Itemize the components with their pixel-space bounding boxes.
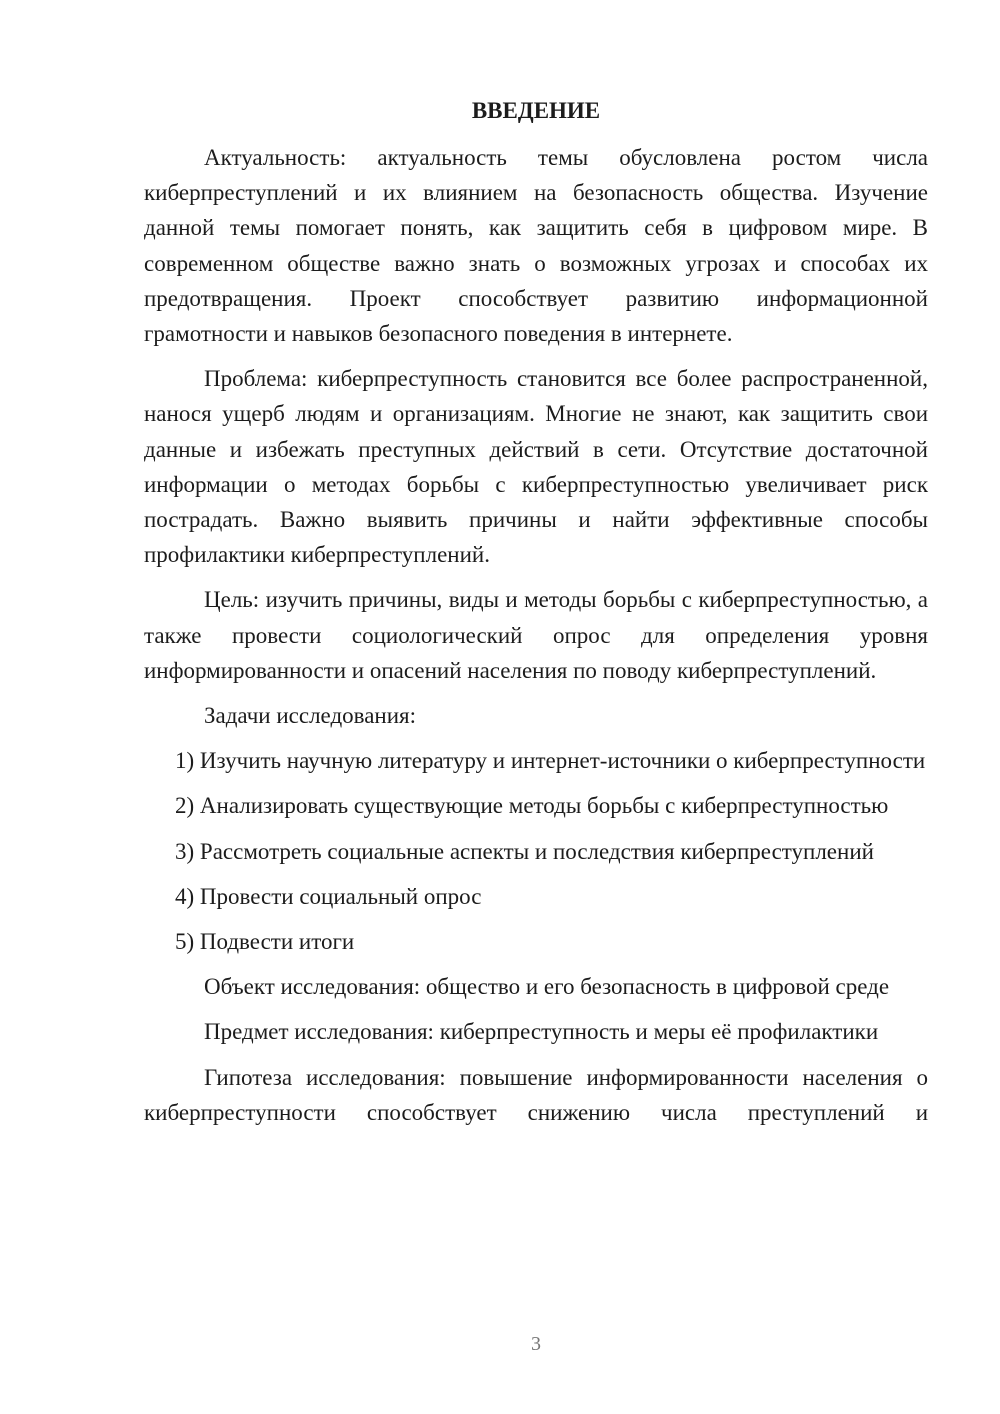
tasks-title: Задачи исследования:	[204, 703, 417, 729]
task-item-5: 5) Подвести итоги	[175, 929, 355, 955]
problem-paragraph: Проблема: киберпреступность становится все более распространенной, нанося ущерб людям и организациям. Многие не знают, как защитить свои данные и избежать преступных действий в сети. Отсутствие достаточной информации о методах борьбы с киберпреступностью увеличивает риск пострадать. Важно выявить причины и найти эффективные способы профилактики киберпреступлений.	[144, 366, 928, 568]
document-body	[144, 93, 928, 1140]
goal-paragraph: Цель: изучить причины, виды и методы борьбы с киберпреступностью, а также провести социологический опрос для определения уровня информированности и опасений населения по поводу киберпреступлений.	[144, 587, 928, 683]
section-heading: ВВЕДЕНИЕ	[471, 98, 601, 123]
object-paragraph: Объект исследования: общество и его безопасность в цифровой среде	[204, 974, 890, 1000]
page-number: 3	[531, 1333, 541, 1355]
task-item-2: 2) Анализировать существующие методы борьбы с киберпреступностью	[175, 793, 889, 819]
relevance-paragraph: Актуальность: актуальность темы обусловлена ростом числа киберпреступлений и их влиянием на безопасность общества. Изучение данной темы помогает понять, как защитить себя в цифровом мире. В современном обществе важно знать о возможных угрозах и способах их предотвращения. Проект способствует развитию информационной грамотности и навыков безопасного поведения в интернете.	[144, 145, 928, 347]
task-item-4: 4) Провести социальный опрос	[175, 883, 482, 909]
hypothesis-paragraph: Гипотеза исследования: повышение информированности населения о киберпреступности способствует снижению числа преступлений и	[144, 1064, 928, 1125]
task-item-3: 3) Рассмотреть социальные аспекты и последствия киберпреступлений	[175, 838, 874, 864]
subject-paragraph: Предмет исследования: киберпреступность и меры её профилактики	[204, 1019, 879, 1045]
task-item-1: 1) Изучить научную литературу и интернет-источники о киберпреступности	[175, 748, 926, 774]
